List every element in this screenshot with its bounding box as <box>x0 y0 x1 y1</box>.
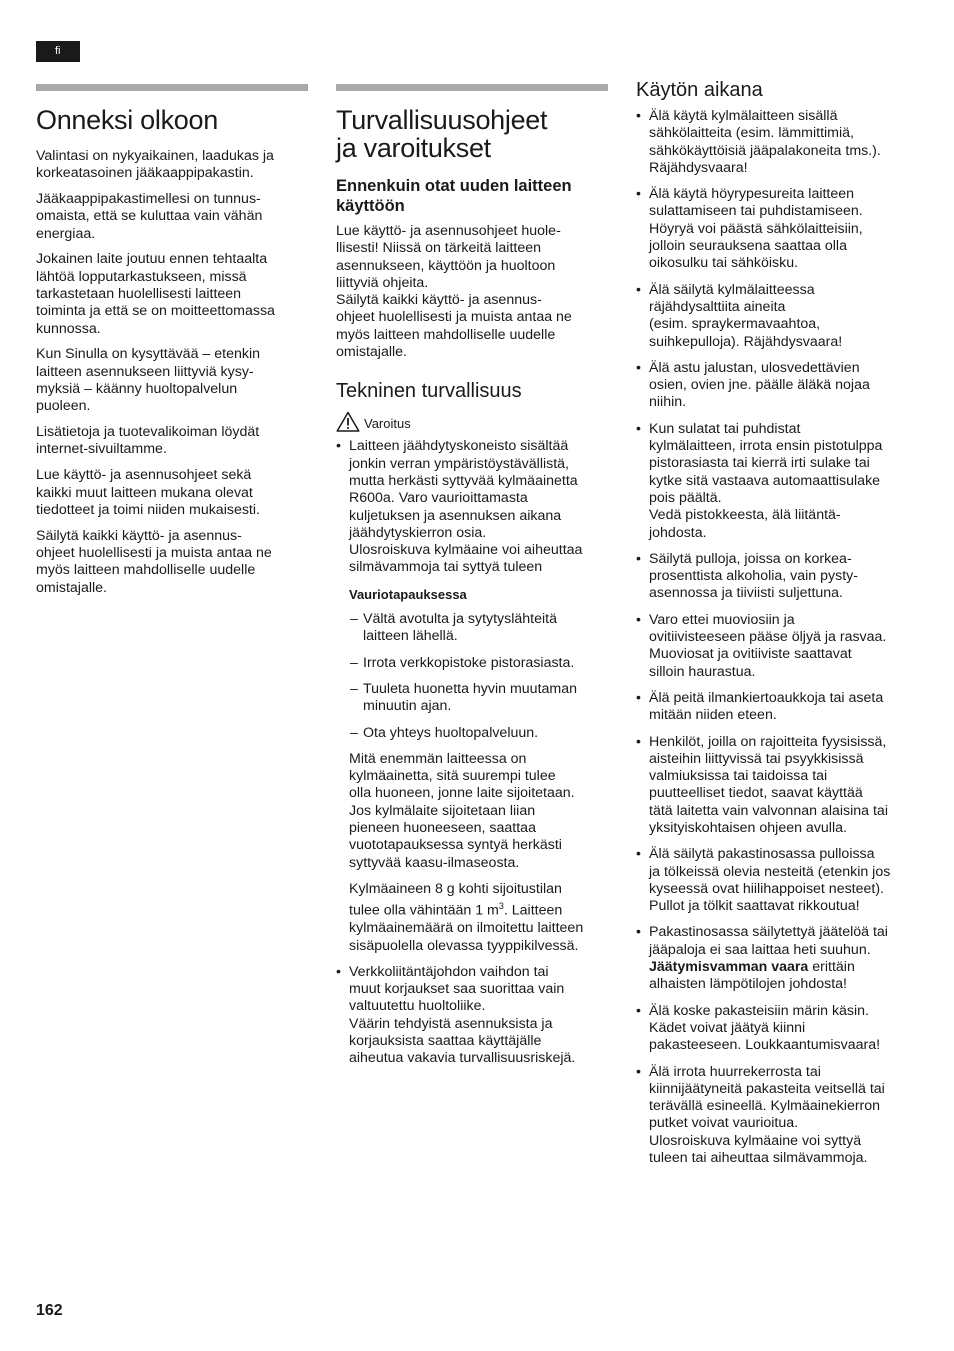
during-use-heading: Käytön aikana <box>636 79 763 101</box>
room-size-paragraph: Mitä enemmän laitteessa on kylmäainetta, sitä suurempi tulee olla huoneen, jonne laite sijoitetaan. Jos kylmälaite sijoitetaan liian pieneen huoneeseen, saattaa vuototapauksessa syntyä herkästi syttyvää kaasu-ilmaseosta. <box>349 750 575 871</box>
welcome-paragraph: Jokainen laite joutuu ennen tehtaalta lähtöä lopputarkastukseen, missä tarkastetaan huolellisesti laitteen toiminta ja että se on moitteettomassa kunnossa. <box>36 251 275 337</box>
damage-steps-list <box>336 611 608 742</box>
list-item: – Irrota verkkopistoke pistorasiasta. <box>350 655 608 672</box>
volume-superscript: 3 <box>498 901 504 912</box>
during-use-list <box>636 108 908 1167</box>
column-welcome <box>36 84 308 605</box>
welcome-paragraph: Valintasi on nykyaikainen, laadukas ja korkeatasoinen jääkaappipakastin. <box>36 148 274 182</box>
frostbite-warning: Jäätymisvamman vaara <box>649 959 809 976</box>
list-item: • Älä irrota huurrekerrosta tai kiinnijäätyneitä pakasteita veitsellä tai terävällä esineellä. Kylmäainekierron putket voivat vaurioitua. Ulosroiskuva kylmäaine voi syttyä tuleen tai aiheuttaa silmävammoja. <box>636 1064 908 1168</box>
list-item <box>336 964 608 1068</box>
technical-safety-heading: Tekninen turvallisuus <box>336 380 522 403</box>
safety-title: Turvallisuusohjeet ja varoitukset <box>336 105 548 163</box>
welcome-paragraph: Säilytä kaikki käyttö- ja asennus- ohjeet huolellisesti ja muista antaa ne myös laitteen mahdolliselle uudelle omistajalle. <box>36 527 272 596</box>
list-item: • Älä koske pakasteisiin märin käsin. Kädet voivat jäätyä kiinni pakasteeseen. Loukkaantumisvaara! <box>636 1003 908 1055</box>
safety-bullet-list <box>336 438 608 576</box>
list-item: • Kun sulatat tai puhdistat kylmälaitteen, irrota ensin pistotulppa pistorasiasta tai kierrä irti sulake tai kytke sitä vastaava automaattisulake pois päältä. Vedä pistokkeesta, älä liitäntä- johdosta. <box>636 421 908 542</box>
list-item: – Ota yhteys huoltopalveluun. <box>350 725 608 742</box>
volume-text-b: . Laitteen kylmäainemäärä on ilmoitettu laitteen sisäpuolella olevassa tyyppikilvessä. <box>349 902 584 954</box>
welcome-title: Onneksi olkoon <box>36 105 218 135</box>
warning-triangle-icon <box>336 411 360 432</box>
section-divider <box>336 84 608 91</box>
warning-label: Varoitus <box>364 416 411 432</box>
list-item: • Älä käytä höyrypesureita laitteen sulattamiseen tai puhdistamiseen. Höyryä voi päästä sähkölaitteisiin, jolloin seurauksena saattaa olla oikosulku tai sähköisku. <box>636 186 908 272</box>
list-item: • Älä peitä ilmankiertoaukkoja tai aseta mitään niiden eteen. <box>636 690 908 725</box>
list-item: • Varo ettei muoviosiin ja ovitiivisteeseen pääse öljyä ja rasvaa. Muoviosat ja ovitiiviste saattavat silloin haurastua. <box>636 612 908 681</box>
list-item: • Säilytä pulloja, joissa on korkea- prosenttista alkoholia, vain pysty- asennossa ja tiiviisti suljettuna. <box>636 551 908 603</box>
page-number: 162 <box>36 1302 63 1319</box>
list-item: • Henkilöt, joilla on rajoitteita fyysisissä, aisteihin liittyvissä tai psyykkisissä valmiuksissa tai taidoissa tai puutteelliset tiedot, saavat käyttää tätä laitetta vain valvonnan alaisina tai yksityiskohtaisen ohjeen avulla. <box>636 734 908 838</box>
column-safety <box>336 84 608 1077</box>
section-divider <box>36 84 308 91</box>
welcome-paragraph: Lisätietoja ja tuotevalikoiman löydät internet-sivuiltamme. <box>36 424 260 458</box>
refrigerant-warning-text: • Laitteen jäähdytyskoneisto sisältää jonkin verran ympäristöystävällistä, mutta herkästi syttyvää kylmäainetta R600a. Varo vaurioittamasta kuljetuksen ja asennuksen aikana jäähdytyskierron osia. Ulosroiskuva kylmäaine voi aiheuttaa silmävammoja tai syttyä tuleen <box>349 438 583 576</box>
volume-text-a: Kylmäaineen 8 g kohti sijoitustilan tulee olla vähintään 1 m <box>349 880 562 919</box>
list-item: – Vältä avotulta ja sytytyslähteitä laitteen lähellä. <box>350 611 608 646</box>
welcome-paragraph: Jääkaappipakastimellesi on tunnus- omaista, että se kuluttaa vain vähän energiaa. <box>36 191 263 242</box>
frozen-food-text-a: Pakastinosassa säilytettyä jäätelöä tai jääpaloja ei saa laittaa heti suuhun. <box>649 924 888 958</box>
welcome-paragraph: Lue käyttö- ja asennusohjeet sekä kaikki muut laitteen mukana olevat tiedotteet ja toimi niiden mukaisesti. <box>36 467 260 518</box>
warning-heading <box>336 411 608 432</box>
language-tag: fi <box>36 41 80 62</box>
list-item: • Älä säilytä kylmälaitteessa räjähdysalttiita aineita (esim. spraykermavaahtoa, suihkepulloja). Räjähdysvaara! <box>636 282 908 351</box>
repair-warning-text: • Verkkoliitäntäjohdon vaihdon tai muut korjaukset saa suorittaa vain valtuutettu huoltoliike. Väärin tehdyistä asennuksista ja korjauksista saattaa käyttäjälle aiheutua vakavia turvallisuusriskejä. <box>349 963 576 1067</box>
column-during-use <box>636 78 908 1176</box>
list-item: • Älä säilytä pakastinosassa pulloissa ja tölkeissä olevia nesteitä (etenkin jos kyseessä ovat hiilihappoiset nesteet). Pullot ja tölkit saattavat rikkoutua! <box>636 846 908 915</box>
welcome-paragraph: Kun Sinulla on kysyttävää – etenkin laitteen asennukseen liittyviä kysy- myksiä – käänny huoltopalvelun puoleen. <box>36 346 260 415</box>
list-item: • Älä astu jalustan, ulosvedettävien osien, ovien jne. päälle äläkä nojaa niihin. <box>636 360 908 412</box>
list-item <box>636 924 908 993</box>
list-item <box>336 438 608 576</box>
before-use-text: Lue käyttö- ja asennusohjeet huole- llisesti! Niissä on tärkeitä laitteen asennukseen, käyttöön ja huoltoon liittyviä ohjeita. Säilytä kaikki käyttö- ja asennus- ohjeet huolellisesti ja muista antaa ne myös laitteen mahdolliselle uudelle omistajalle. <box>336 223 572 361</box>
frozen-food-text-b: erittäin alhaisten lämpötilojen johdosta! <box>649 959 855 993</box>
list-item: • Älä käytä kylmälaitteen sisällä sähkölaitteita (esim. lämmittimiä, sähkökäyttöisiä jääpalakoneita tms.). Räjähdysvaara! <box>636 108 908 177</box>
list-item: – Tuuleta huonetta hyvin muutaman minuutin ajan. <box>350 681 608 716</box>
damage-heading: Vauriotapauksessa <box>349 586 467 602</box>
volume-paragraph <box>349 881 608 955</box>
before-use-heading: Ennenkuin otat uuden laitteen käyttöön <box>336 177 572 215</box>
safety-bullet-list <box>336 964 608 1068</box>
